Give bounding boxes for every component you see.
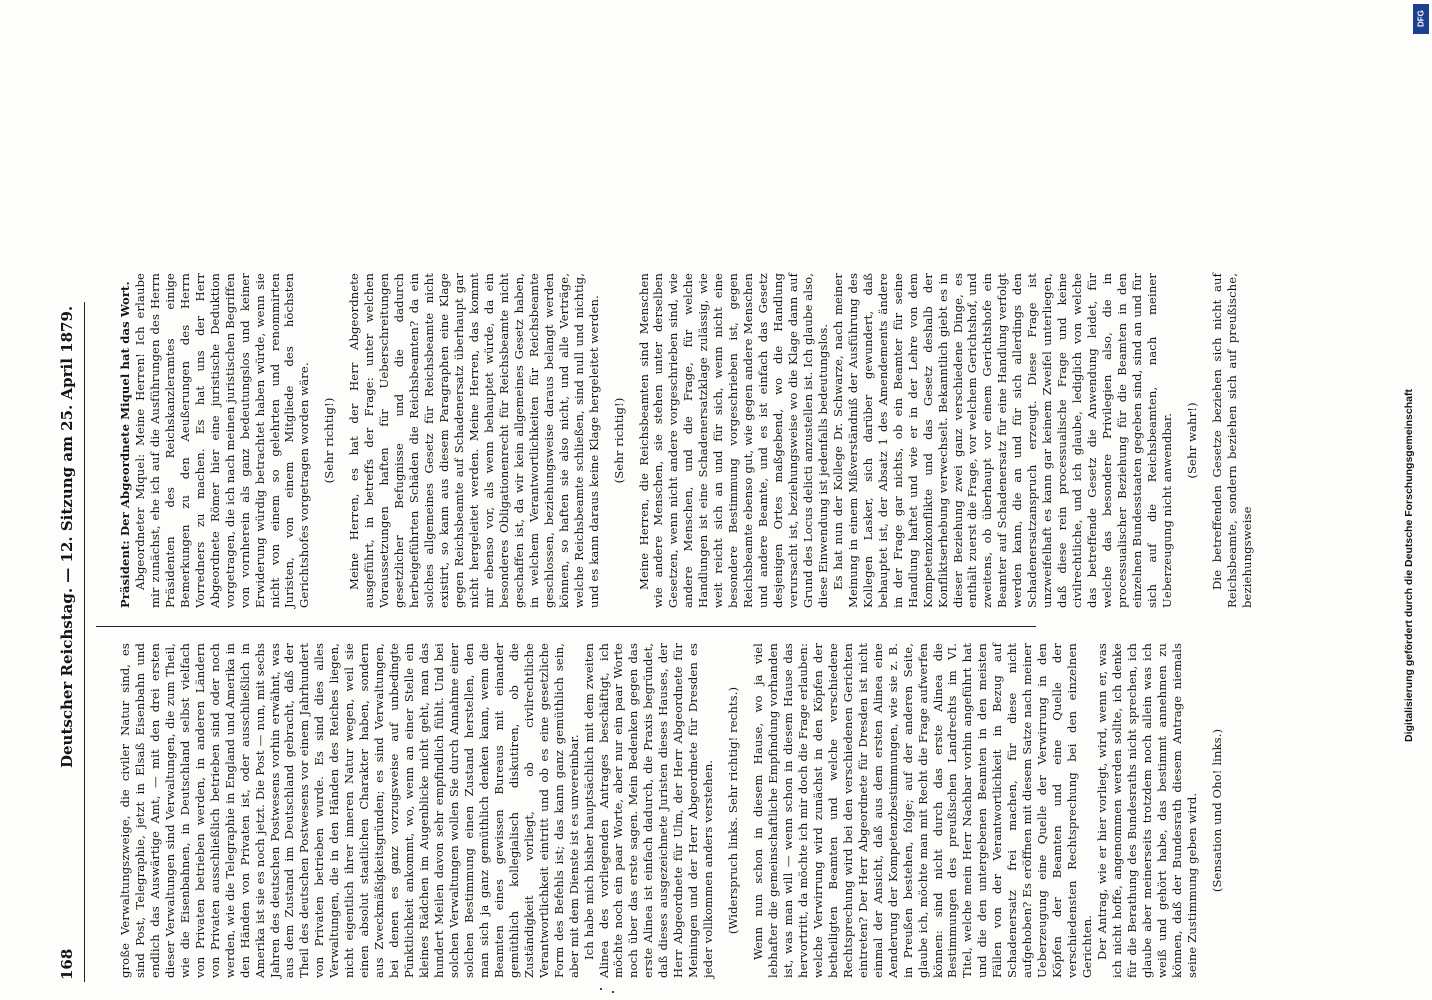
paragraph: (Sehr richtig!): [322, 397, 337, 484]
text-column-right: [118, 273, 1254, 608]
paragraph: Wenn nun schon in diesem Hause, wo ja viel lebhafter die gemeinschaftliche Empfindung vorhanden ist, was man will — wenn schon in diesem Hause das hervortritt, da möchte ich mir doch die Frage erlauben: welche Verwirrung wird zunächst in den Köpfen der betheiligten Beamten und welche verschiedene Rechtsprechung wird bei den verschiedenen Gerichten eintreten? Der Herr Abgeordnete für Dresden ist nicht einmal der Ansicht, daß aus dem ersten Alinea eine Aenderung der Kompetenzbestimmungen, wie sie z. B. in Preußen bestehen, folge; auf der anderen Seite, glaube ich, möchte man mit Recht die Frage aufwerfen können: sind nicht durch das erste Alinea die Bestimmungen des preußischen Landrechts im VI. Titel, welche mein Herr Nachbar vorhin angeführt hat und die den untergebenen Beamten in den meisten Fällen von der Verantwortlichkeit in Bezug auf Schadenersatz frei machen, für diese nicht aufgehoben? Es eröffnen mit diesem Satze nach meiner Ueberzeugung eine Quelle der Verwirrung in den Köpfen der Beamten und eine Quelle der verschiedensten Rechtsprechung bei den einzelnen Gerichten.: [751, 643, 1095, 978]
paragraph: (Sehr richtig!): [611, 397, 626, 484]
paragraph: Präsident: Der Abgeordnete Miquel hat das Wort.: [118, 281, 132, 608]
scan-speck: [600, 988, 602, 990]
scan-speck: [612, 991, 614, 993]
paragraph: große Verwaltungszweige, die civiler Natur sind, es sind Post, Telegraphie, jetzt in Elsaß Eisenbahn und endlich das Auswärtige Amt, — mit den drei ersten dieser Verwaltungen sind Verwaltungen, die zum Theil, wie die Eisenbahnen, in Deutschland selbst vielfach von Privaten betrieben werden, in anderen Ländern von Privaten ausschließlich betrieben sind oder noch werden, wie die Telegraphie in England und Amerika in den Händen von Privaten ist, oder ausschließlich in Amerika ist sie es noch jetzt. Die Post — nun, mit sechs Jahren des deutschen Postwesens vorhin erwähnt, was aus dem Zustand im Deutschland gebracht, daß der Theil des deutschen Postwesens vor einem Jahrhundert von Privaten betrieben wurde. Es sind dies alles Verwaltungen, die in den Händen des Reiches liegen, nicht eigentlich ihrer inneren Natur wegen, weil sie einen absolut staatlichen Charakter haben, sondern aus Zweckmäßigkeitsgründen; es sind Verwaltungen, bei denen es ganz vorzugsweise auf unbedingte Pünktlichkeit ankommt, wo, wenn an einer Stelle ein kleines Rädchen im Augenblicke nicht geht, man das hundert Meilen davon sehr empfindlich fühlt. Und bei solchen Verwaltungen wollen Sie durch Annahme einer solchen Bestimmung einen Zustand herstellen, den man sich ja ganz gemüthlich denken kann, wenn die Beamten eines gewissen Bureaus mit einander gemüthlich kollegialisch diskutiren, ob die Zuständigkeit vorliegt, ob civilrechtliche Verantwortlichkeit eintritt und ob es eine gesetzliche Form des Befehls ist; das kann ganz gemüthlich sein, aber mit dem Dienste ist es unvereinbar.: [118, 643, 581, 978]
paragraph: Der Antrag, wie er hier vorliegt, wird, wenn er, was ich nicht hoffe, angenommen werden sollte, ich denke für die Berathung des Bundesraths nicht sprechen, ich glaube aber meinerseits trotzdem noch allein was ich weiß und gehört habe, das bestimmt annehmen zu können, daß der Bundesrath diesem Antrage niemals seine Zustimmung geben wird.: [1095, 643, 1199, 978]
paragraph: Es hat nun der Kollege Dr. Schwarze, nach meiner Meinung in einem Mißverständniß der Ausführung des Kollegen Lasker, sich darüber gewundert, daß behauptet ist, der Absatz 1 des Amendements ändere in der Frage gar nichts, ob ein Beamter für seine Handlung haftet und wie er in der Lehre von dem Kompetenzkonflikte und das Gesetz deshalb der Konfliktserhebung verwechselt. Bekanntlich giebt es in dieser Beziehung zwei ganz verschiedene Dinge, es enthält zuerst die Frage, vor welchem Gerichtshof, und zweitens, ob überhaupt vor einem Gerichtshofe ein Beamter auf Schadenersatz für eine Handlung verfolgt werden kann, die an und für sich allerdings den Schadenersatzanspruch erzeugt. Diese Frage ist unzweifelhaft es kann gar keinem Zweifel unterliegen, daß diese rein processualische Frage und keine civilrechtliche, und ich glaube, lediglich von welche das betreffende Gesetz die Anwendung leidet, für welche das besondere Privilegien also, die in processualischer Beziehung für die Beamten in den einzelnen Bundesstaaten gegeben sind, sind an und für sich auf die Reichsbeamten, nach meiner Ueberzeugung nicht anwendbar.: [830, 273, 1174, 608]
paragraph: Abgeordneter Miquel: Meine Herren! Ich erlaube mir zunächst, ehe ich auf die Ausführungen des Herrn Präsidenten des Reichskanzleramtes einige Bemerkungen zu den Aeußerungen des Herrn Vorredners zu machen. Es hat uns der Herr Abgeordnete Römer hier eine juristische Deduktion vorgetragen, die ich nach meinen juristischen Begriffen von vornherein als ganz bedeutungslos und keiner Erwiderung würdig betrachtet haben würde, wenn sie nicht von einem so gelehrten und renommirten Juristen, von einem Mitgliede des höchsten Gerichtshofes vorgetragen worden wäre.: [132, 273, 312, 608]
paragraph: (Sensation und Oho! links.): [1209, 728, 1224, 893]
header-rule: [84, 302, 85, 982]
running-head: Deutscher Reichstag. — 12. Sitzung am 25. April 1879.: [58, 305, 76, 768]
column-divider: [96, 626, 1036, 627]
paragraph: Meine Herren, es hat der Herr Abgeordnete ausgeführt, in betreffs der Frage: unter welchen Voraussetzungen haften für Ueberschreitungen gesetzlicher Befugnisse und die dadurch herbeigeführten Schäden die Reichsbeamten? da ein solches allgemeines Gesetz für Reichsbeamte nicht existirt, so kann aus diesem Paragraphen eine Klage gegen Reichsbeamte auf Schadenersatz überhaupt gar nicht hergeleitet werden. Meine Herren, das kommt mir ebenso vor, als wenn behauptet würde, da ein besonderes Obligationenrecht für Reichsbeamte nicht geschaffen ist, da wir kein allgemeines Gesetz haben, in welchem Verantwortlichkeiten für Reichsbeamte geschlossen, beziehungsweise daraus belangt werden können, so haften sie also nicht, und alle Verträge, welche Reichsbeamte schließen, sind null und nichtig, und es kann daraus keine Klage hergeleitet werden.: [347, 273, 601, 608]
paragraph: Ich habe mich bisher hauptsächlich mit dem zweiten Alinea des vorliegenden Antrages beschäftigt, ich möchte noch ein paar Worte, aber nur ein paar Worte noch über das erste sagen. Mein Bedenken gegen das erste Alinea ist einfach dadurch, die Praxis begründet, daß dieses ausgezeichnete Juristen dieses Hauses, der Herr Abgeordnete für Ulm, der Herr Abgeordnete für Meiningen und der Herr Abgeordnete für Dresden es jeder vollkommen anders verstehen.: [581, 643, 716, 978]
text-column-left: [118, 643, 1224, 978]
paragraph: (Sehr wahr!): [1184, 402, 1199, 479]
page-number: 168: [58, 948, 76, 980]
paragraph: (Widerspruch links. Sehr richtig! rechts.): [726, 686, 741, 935]
paragraph: Die betreffenden Gesetze beziehen sich nicht auf Reichsbeamte, sondern beziehen sich auf preußische, beziehungsweise: [1209, 273, 1254, 608]
digitization-note: Digitalisierung gefördert durch die Deutsche Forschungsgemeinschaft: [1403, 389, 1415, 742]
paragraph: Meine Herren, die Reichsbeamten sind Menschen wie andere Menschen, sie stehen unter derselben Gesetzen, wenn nicht andere vorgeschrieben sind, wie andere Menschen, und die Frage, für welche Handlungen ist eine Schadenersatzklage zulässig, wie weit reicht sich an und für sich, wenn nicht eine besondere Bestimmung vorgeschrieben ist, gegen Reichsbeamte ebenso gut, wie gegen andere Menschen und andere Beamte, und es ist einfach das Gesetz desjenigen Ortes maßgebend, wo die Handlung verursacht ist, beziehungsweise wo die Klage dann auf Grund des Locus delicti anzustellen ist. Ich glaube also, diese Einwendung ist jedenfalls bedeutungslos.: [636, 273, 830, 608]
dfg-logo: DFG: [1413, 4, 1429, 34]
